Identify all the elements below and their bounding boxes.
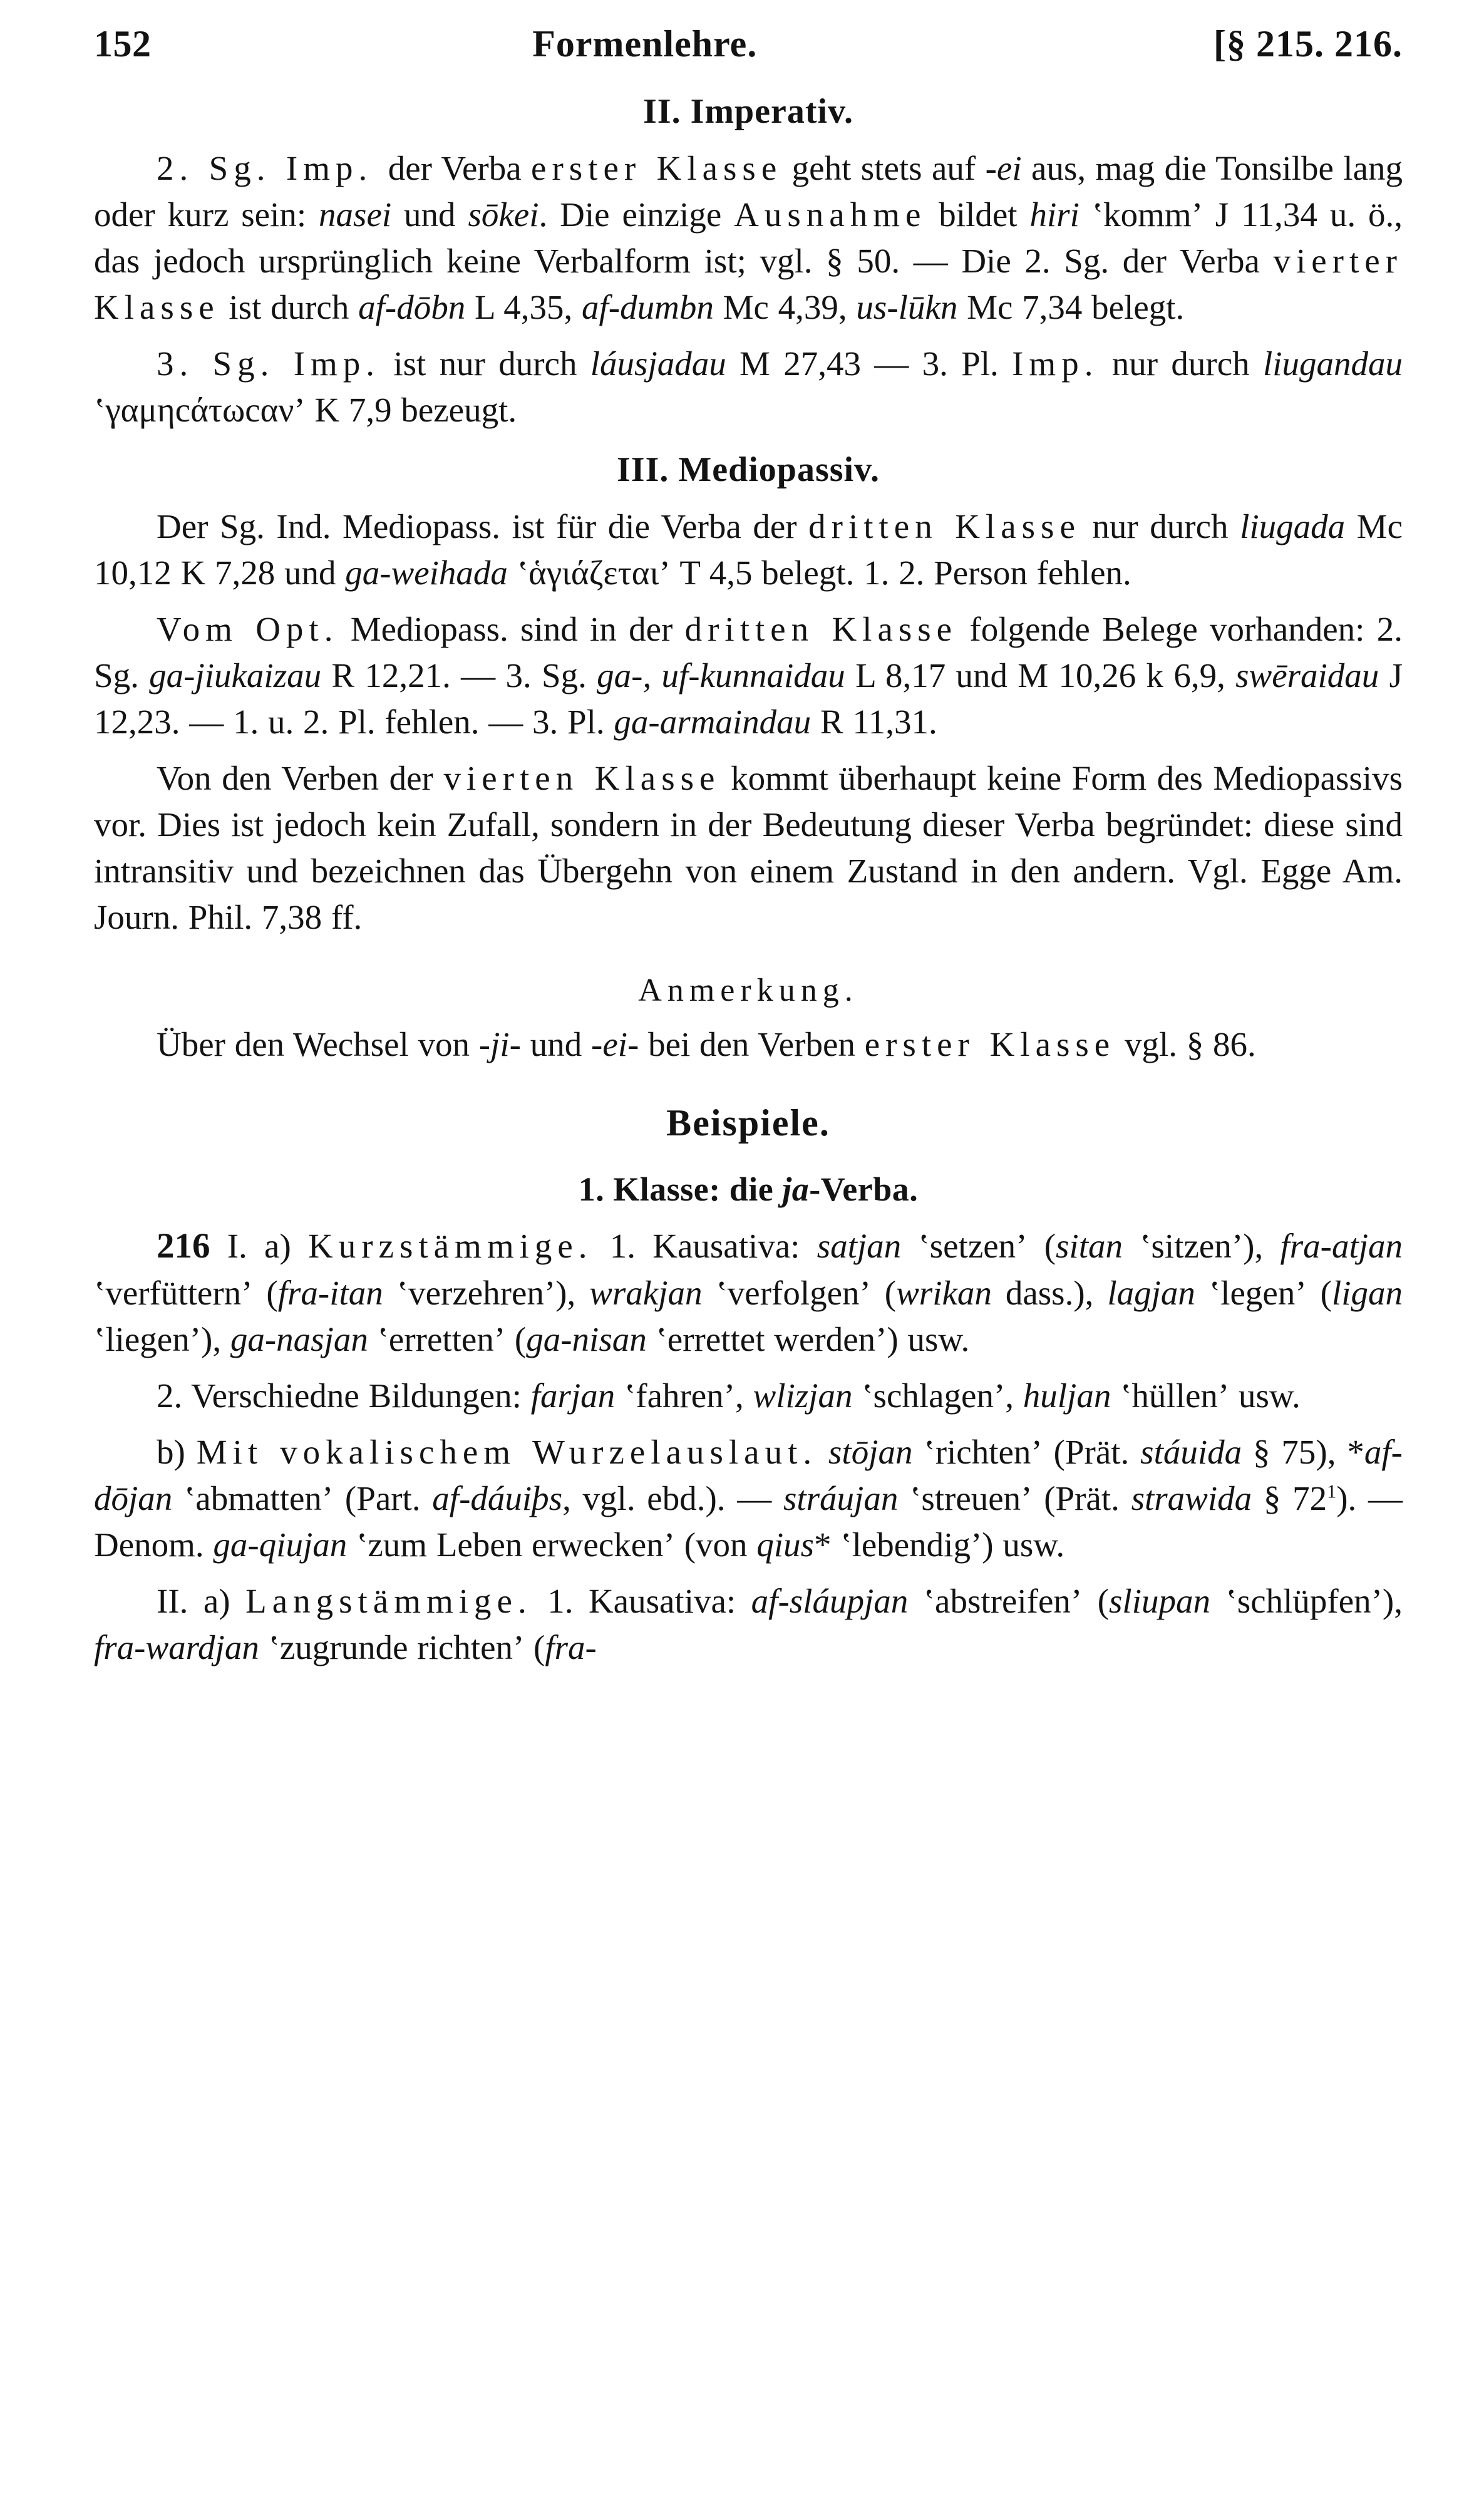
txt: geht stets auf — [782, 149, 986, 187]
running-title: Formenlehre. — [532, 23, 758, 65]
txt: L 4,35, — [465, 287, 582, 326]
txt: folgende Belege vorhanden: 2. Sg. — [94, 609, 1403, 695]
paragraph-anmerkung — [94, 1021, 1403, 1068]
txt: wrakjan — [589, 1274, 703, 1313]
txt: stōjan — [828, 1433, 913, 1472]
txt: ga-nisan — [526, 1320, 647, 1359]
txt — [817, 1433, 828, 1471]
txt: ʽschlagenʼ, — [852, 1376, 1023, 1415]
txt: ga-jiukaizau — [149, 656, 322, 695]
txt: Mc 10,12 K 7,28 und — [94, 507, 1403, 592]
txt: b) — [157, 1433, 197, 1472]
txt: bei den Verben — [639, 1025, 865, 1063]
txt: II. a) — [157, 1581, 246, 1620]
txt: ʽverfolgenʼ ( — [702, 1274, 897, 1313]
page-content — [94, 25, 1403, 1671]
txt: swēraidau — [1235, 656, 1379, 695]
txt: ʽrichtenʼ (Prät. — [912, 1433, 1141, 1472]
txt: 1. Klasse: die — [578, 1170, 783, 1208]
txt: Imp. — [1012, 344, 1099, 383]
txt: ʽabmattenʼ (Part. — [172, 1479, 433, 1518]
greek-quote: ʽἁγιάζεταιʼ T 4,5 belegt. 1. 2. Person fehlen. — [507, 553, 1131, 592]
txt: fra-wardjan — [94, 1628, 259, 1666]
txt: ʽhüllenʼ usw. — [1111, 1376, 1301, 1415]
paragraph-langstaemmige-kausativa — [94, 1578, 1403, 1671]
heading-anmerkung: Anmerkung. — [638, 972, 858, 1008]
txt: Ausnahme — [734, 195, 927, 234]
marginal-section-number: 216 — [157, 1226, 210, 1266]
txt: I. a) — [210, 1226, 308, 1265]
txt: und — [391, 195, 468, 234]
txt: Mc 7,34 belegt. — [957, 287, 1185, 326]
txt: Mit vokalischem Wurzelauslaut. — [196, 1433, 818, 1472]
txt: sliupan — [1109, 1581, 1210, 1620]
txt: vgl. § 86. — [1115, 1025, 1256, 1063]
txt: ga-armaindau — [614, 702, 812, 741]
txt: ʽerrettenʼ ( — [368, 1320, 527, 1359]
paragraph-verschiedne-bildungen — [94, 1373, 1403, 1419]
txt: ʽsetzenʼ ( — [901, 1226, 1056, 1265]
txt: af-dōbn — [358, 287, 466, 326]
txt: vierten Klasse — [443, 758, 721, 797]
txt: ʽverzehrenʼ), — [383, 1274, 590, 1313]
txt: Mediopass. sind in der — [338, 609, 685, 648]
txt: . Die einzige — [538, 195, 734, 234]
txt: huljan — [1023, 1376, 1111, 1415]
paragraph-vokalischer-wurzelauslaut — [94, 1429, 1403, 1568]
txt: ʽerrettet werdenʼ) usw. — [646, 1320, 970, 1359]
running-head — [94, 25, 1403, 63]
txt: lagjan — [1107, 1274, 1195, 1313]
txt: dass.), — [991, 1274, 1108, 1313]
heading-beispiele: Beispiele. — [666, 1102, 830, 1144]
txt: liugada — [1240, 507, 1346, 545]
txt: kommt überhaupt keine Form des Mediopassivs vor. Dies ist jedoch kein Zufall, sondern in der Bedeutung dieser Verba begründet: diese sind intransitiv und bezeichnen das Übergehn von einem Zustand in den andern. Vgl. Egge Am. Journ. Phil. 7,38 ff. — [94, 758, 1403, 936]
txt: sitan — [1056, 1226, 1123, 1265]
txt: us-lūkn — [856, 287, 958, 326]
txt: ga-weihada — [345, 553, 508, 592]
heading-imperativ: II. Imperativ. — [643, 92, 853, 131]
txt: Langstämmige. — [245, 1581, 532, 1620]
txt: dritten Klasse — [684, 609, 958, 648]
txt: Mc 4,39, — [713, 287, 857, 326]
txt: erster Klasse — [531, 149, 783, 187]
txt: * — [814, 1526, 832, 1564]
txt: ʽsitzenʼ), — [1122, 1226, 1280, 1265]
txt: stráujan — [783, 1479, 899, 1518]
txt: ʽlebendigʼ) usw. — [831, 1526, 1065, 1564]
txt: fra-itan — [277, 1274, 383, 1313]
txt: liugandau — [1262, 344, 1403, 383]
txt: Von den Verben der — [157, 758, 444, 797]
txt: vierter Klasse — [94, 241, 1403, 326]
txt: § 72 — [1252, 1479, 1327, 1518]
txt: láusjadau — [590, 344, 726, 383]
page-number: 152 — [94, 23, 152, 65]
txt: 1. Kausativa: — [592, 1226, 817, 1265]
txt: 1. Kausativa: — [532, 1581, 751, 1620]
txt: L 8,17 und M 10,26 k 6,9, — [845, 656, 1236, 695]
txt: R 11,31. — [811, 702, 937, 741]
txt: qius — [756, 1526, 814, 1564]
txt: af-dōjan — [94, 1433, 1403, 1518]
txt: nasei — [319, 195, 392, 234]
txt: Über den Wechsel von — [157, 1025, 479, 1063]
paragraph-imperativ-2sg — [94, 145, 1403, 331]
txt: af-dáuiþs — [432, 1479, 563, 1518]
txt: ʽlegenʼ ( — [1195, 1274, 1332, 1313]
txt: nur durch — [1080, 507, 1240, 545]
txt: bildet — [926, 195, 1030, 234]
paragraph-kurzstaemmige-kausativa — [94, 1222, 1403, 1363]
txt: ʽverfütternʼ ( — [94, 1274, 278, 1313]
txt: ga-nasjan — [230, 1320, 368, 1359]
txt: aus, mag die Tonsilbe lang oder kurz sein: — [94, 149, 1403, 234]
txt: Vom Opt. — [157, 609, 339, 648]
paragraph-vierte-klasse — [94, 755, 1403, 941]
txt: farjan — [530, 1376, 616, 1415]
txt: nur durch — [1098, 344, 1263, 383]
txt: ʽliegenʼ), — [94, 1320, 230, 1359]
txt: ʽzugrunde richtenʼ ( — [259, 1628, 545, 1666]
footnote-marker: 1 — [1327, 1480, 1337, 1502]
section-signature: [§ 215. 216. — [1213, 23, 1403, 65]
txt: R 12,21. — 3. Sg. — [321, 656, 597, 695]
heading-mediopassiv: III. Mediopassiv. — [617, 450, 880, 489]
paragraph-mediopass-optativ — [94, 606, 1403, 745]
txt: af-dumbn — [582, 287, 714, 326]
txt: ʽkommʼ J 11,34 u. ö., das jedoch ursprünglich keine Verbalform ist; vgl. § 50. — Die 2. Sg. der Verba — [94, 195, 1403, 280]
txt: ist durch — [219, 287, 359, 326]
txt: wlizjan — [753, 1376, 853, 1415]
txt: Kurzstämmige. — [308, 1226, 593, 1265]
txt: af-sláupjan — [751, 1581, 909, 1620]
txt: J 12,23. — 1. u. 2. Pl. fehlen. — 3. Pl. — [94, 656, 1403, 741]
txt: fra- — [545, 1628, 597, 1666]
txt: -ei- — [591, 1025, 639, 1063]
txt: ʽschlüpfenʼ), — [1210, 1581, 1403, 1620]
txt: ja — [782, 1170, 810, 1208]
txt: hiri — [1029, 195, 1080, 234]
txt: , vgl. ebd.). — — [562, 1479, 783, 1518]
txt: 2. Verschiedne Bildungen: — [157, 1376, 531, 1415]
txt: erster Klasse — [864, 1025, 1116, 1063]
txt: sōkei — [468, 195, 539, 234]
paragraph-imperativ-3sg — [94, 341, 1403, 433]
txt: -ei — [985, 149, 1022, 187]
txt: der Verba — [388, 149, 532, 187]
txt: und — [521, 1025, 591, 1063]
txt: ʽzum Leben erweckenʼ (von — [347, 1526, 757, 1564]
txt: ʽfahrenʼ, — [615, 1376, 753, 1415]
txt: fra-atjan — [1280, 1226, 1403, 1265]
txt: stáuida — [1140, 1433, 1242, 1472]
txt: ʽstreuenʼ (Prät. — [898, 1479, 1131, 1518]
paragraph-mediopass-indicativ — [94, 504, 1403, 596]
txt: dritten Klasse — [808, 507, 1081, 545]
txt: strawida — [1131, 1479, 1252, 1518]
txt: M 27,43 — 3. Pl. — [726, 344, 1013, 383]
txt: satjan — [817, 1226, 902, 1265]
txt: ga-qiujan — [213, 1526, 348, 1564]
txt: wrikan — [896, 1274, 992, 1313]
heading-erste-klasse — [94, 1170, 1403, 1209]
txt: ). — Denom. — [94, 1479, 1403, 1564]
txt: Der Sg. Ind. Mediopass. ist für die Verba der — [157, 507, 809, 545]
txt: ga-, uf-kunnaidau — [597, 656, 845, 695]
txt: -Verba. — [809, 1170, 919, 1208]
txt: 2. Sg. Imp. — [157, 149, 388, 187]
txt: 3. Sg. Imp. — [157, 344, 381, 383]
txt: ʽabstreifenʼ ( — [908, 1581, 1110, 1620]
greek-quote: ʽγαμηcάτωcανʼ K 7,9 bezeugt. — [94, 390, 517, 429]
txt: -ji- — [478, 1025, 521, 1063]
txt: § 75), * — [1242, 1433, 1364, 1472]
txt: ist nur durch — [380, 344, 590, 383]
txt: ligan — [1331, 1274, 1403, 1313]
